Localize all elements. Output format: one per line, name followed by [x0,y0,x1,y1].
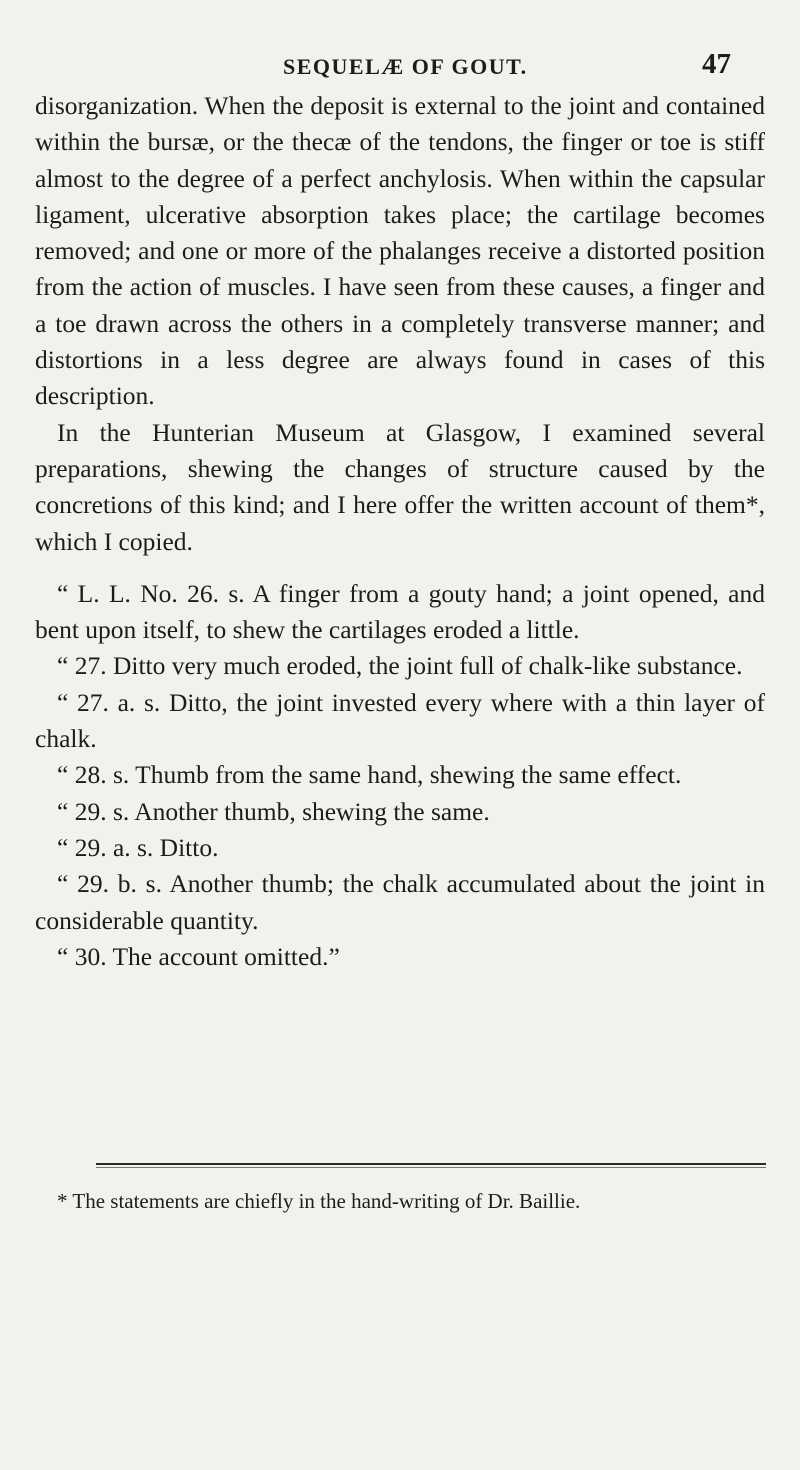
catalogue-entry: “ L. L. No. 26. s. A finger from a gouty hand; a joint opened, and bent upon itself, to shew the cartilages eroded a little. [35,578,765,645]
section-gap [35,560,765,576]
paragraph-hunterian-museum: In the Hunterian Museum at Glasgow, I examined several preparations, shewing the changes of structure caused by the concretions of this kind; and I here offer the written account of them*, which I copied. [35,417,765,556]
catalogue-entry: “ 29. b. s. Another thumb; the chalk accumulated about the joint in considerable quantity. [35,869,765,935]
footnote-text: * The statements are chiefly in the hand-writing of Dr. Baillie. [57,1189,581,1213]
running-head [0,48,800,88]
page-number: 47 [702,48,731,80]
footnote-rule [96,1163,766,1165]
footnote [35,1186,765,1217]
catalogue-entry: “ 29. s. Another thumb, shewing the same. [57,796,490,826]
paragraph-continuation: disorganization. When the deposit is external to the joint and contained within the bursæ, or the thecæ of the tendons, the finger or toe is stiff almost to the degree of a perfect anchylosis. When within the capsular ligament, ulcerative absorption takes place; the cartilage becomes removed; and one or more of the phalanges receive a distorted position from the action of muscles. I have seen from these causes, a finger and a toe drawn across the others in a completely transverse manner; and distortions in a less degree are always found in cases of this description. [35,91,765,411]
catalogue-entry: “ 28. s. Thumb from the same hand, shewing the same effect. [57,760,682,790]
catalogue-entry: “ 30. The account omitted.” [57,941,340,971]
catalogue-entry: “ 27. a. s. Ditto, the joint invested every where with a thin layer of chalk. [35,687,765,754]
running-title: SEQUELÆ OF GOUT. [283,54,528,79]
footnote-rule-thin [96,1167,766,1168]
catalogue-entry: “ 27. Ditto very much eroded, the joint full of chalk-like substance. [57,651,743,681]
main-text [35,88,765,975]
catalogue-entry: “ 29. a. s. Ditto. [57,832,219,862]
